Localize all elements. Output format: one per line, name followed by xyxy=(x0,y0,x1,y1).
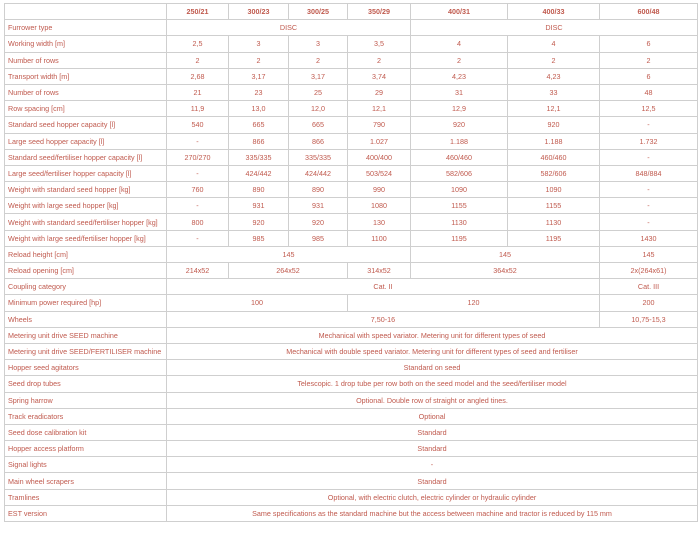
row-label: Metering unit drive SEED machine xyxy=(5,327,167,343)
value-cell: 1.027 xyxy=(348,133,411,149)
row-label: Metering unit drive SEED/FERTILISER machine xyxy=(5,343,167,359)
table-row xyxy=(5,101,698,117)
value-cell: Cat. II xyxy=(167,279,600,295)
value-cell: 1430 xyxy=(600,230,698,246)
value-cell: - xyxy=(167,230,229,246)
value-cell: 12,1 xyxy=(348,101,411,117)
value-cell: 2 xyxy=(411,52,508,68)
value-cell: - xyxy=(600,117,698,133)
value-cell: DISC xyxy=(167,20,411,36)
value-cell: 3 xyxy=(289,36,348,52)
value-cell: 1195 xyxy=(508,230,600,246)
spec-table-body xyxy=(5,20,698,522)
row-label: Reload height [cm] xyxy=(5,246,167,262)
value-cell: 145 xyxy=(600,246,698,262)
value-cell: 540 xyxy=(167,117,229,133)
row-label: Large seed/fertiliser hopper capacity [l] xyxy=(5,165,167,181)
table-row xyxy=(5,343,698,359)
table-row xyxy=(5,165,698,181)
row-label: Main wheel scrapers xyxy=(5,473,167,489)
row-label: Minimum power required [hp] xyxy=(5,295,167,311)
table-row xyxy=(5,441,698,457)
table-row xyxy=(5,408,698,424)
value-cell: 3,17 xyxy=(229,68,289,84)
table-row xyxy=(5,52,698,68)
value-cell: 2 xyxy=(229,52,289,68)
table-row xyxy=(5,246,698,262)
table-row xyxy=(5,263,698,279)
value-cell: 120 xyxy=(348,295,600,311)
value-cell: 29 xyxy=(348,84,411,100)
header-model-400-31: 400/31 xyxy=(411,4,508,20)
value-cell: 920 xyxy=(411,117,508,133)
value-cell: 582/606 xyxy=(411,165,508,181)
value-cell: - xyxy=(167,133,229,149)
value-cell: 3,17 xyxy=(289,68,348,84)
value-cell: 6 xyxy=(600,36,698,52)
value-cell: Mechanical with double speed variator. Metering unit for different types of seed and fertiliser xyxy=(167,343,698,359)
table-row xyxy=(5,68,698,84)
value-cell: 4,23 xyxy=(508,68,600,84)
row-label: Weight with standard seed/fertiliser hopper [kg] xyxy=(5,214,167,230)
value-cell: 3,5 xyxy=(348,36,411,52)
value-cell: - xyxy=(167,457,698,473)
value-cell: 424/442 xyxy=(289,165,348,181)
table-row xyxy=(5,230,698,246)
value-cell: 6 xyxy=(600,68,698,84)
value-cell: 48 xyxy=(600,84,698,100)
table-row xyxy=(5,182,698,198)
value-cell: 1080 xyxy=(348,198,411,214)
row-label: Tramlines xyxy=(5,489,167,505)
row-label: Transport width [m] xyxy=(5,68,167,84)
row-label: Hopper access platform xyxy=(5,441,167,457)
row-label: Weight with large seed hopper [kg] xyxy=(5,198,167,214)
value-cell: 990 xyxy=(348,182,411,198)
row-label: Seed dose calibration kit xyxy=(5,424,167,440)
value-cell: 2 xyxy=(167,52,229,68)
header-cell-blank xyxy=(5,4,167,20)
value-cell: 12,5 xyxy=(600,101,698,117)
value-cell: 866 xyxy=(289,133,348,149)
value-cell: 460/460 xyxy=(411,149,508,165)
row-label: Large seed hopper capacity [l] xyxy=(5,133,167,149)
value-cell: 2,5 xyxy=(167,36,229,52)
value-cell: 985 xyxy=(289,230,348,246)
row-label: Hopper seed agitators xyxy=(5,360,167,376)
value-cell: 4 xyxy=(411,36,508,52)
value-cell: 33 xyxy=(508,84,600,100)
table-row xyxy=(5,505,698,521)
value-cell: 1090 xyxy=(411,182,508,198)
table-row xyxy=(5,295,698,311)
row-label: Wheels xyxy=(5,311,167,327)
value-cell: - xyxy=(600,198,698,214)
value-cell: 12,0 xyxy=(289,101,348,117)
row-label: Spring harrow xyxy=(5,392,167,408)
table-row xyxy=(5,424,698,440)
row-label: Seed drop tubes xyxy=(5,376,167,392)
table-row xyxy=(5,473,698,489)
row-label: Furrower type xyxy=(5,20,167,36)
value-cell: Mechanical with speed variator. Metering unit for different types of seed xyxy=(167,327,698,343)
header-model-400-33: 400/33 xyxy=(508,4,600,20)
value-cell: 335/335 xyxy=(289,149,348,165)
value-cell: 985 xyxy=(229,230,289,246)
spec-table xyxy=(4,3,698,522)
value-cell: 848/884 xyxy=(600,165,698,181)
value-cell: 920 xyxy=(289,214,348,230)
value-cell: 264x52 xyxy=(229,263,348,279)
table-row xyxy=(5,149,698,165)
value-cell: 1100 xyxy=(348,230,411,246)
table-row xyxy=(5,489,698,505)
value-cell: Standard xyxy=(167,441,698,457)
value-cell: 1090 xyxy=(508,182,600,198)
value-cell: 145 xyxy=(167,246,411,262)
value-cell: 2 xyxy=(289,52,348,68)
value-cell: 12,9 xyxy=(411,101,508,117)
value-cell: 1195 xyxy=(411,230,508,246)
table-row xyxy=(5,457,698,473)
value-cell: 582/606 xyxy=(508,165,600,181)
value-cell: 424/442 xyxy=(229,165,289,181)
table-row xyxy=(5,36,698,52)
value-cell: 1155 xyxy=(508,198,600,214)
value-cell: 335/335 xyxy=(229,149,289,165)
row-label: Track eradicators xyxy=(5,408,167,424)
value-cell: 931 xyxy=(229,198,289,214)
value-cell: 21 xyxy=(167,84,229,100)
value-cell: 400/400 xyxy=(348,149,411,165)
table-row xyxy=(5,392,698,408)
row-label: Weight with standard seed hopper [kg] xyxy=(5,182,167,198)
table-row xyxy=(5,279,698,295)
value-cell: 460/460 xyxy=(508,149,600,165)
value-cell: Cat. III xyxy=(600,279,698,295)
value-cell: 866 xyxy=(229,133,289,149)
table-row xyxy=(5,376,698,392)
row-label: Reload opening [cm] xyxy=(5,263,167,279)
header-model-350-29: 350/29 xyxy=(348,4,411,20)
table-row xyxy=(5,133,698,149)
value-cell: 890 xyxy=(289,182,348,198)
value-cell: 12,1 xyxy=(508,101,600,117)
value-cell: Standard on seed xyxy=(167,360,698,376)
value-cell: 314x52 xyxy=(348,263,411,279)
value-cell: - xyxy=(600,182,698,198)
value-cell: 31 xyxy=(411,84,508,100)
value-cell: 270/270 xyxy=(167,149,229,165)
table-row xyxy=(5,117,698,133)
row-label: Number of rows xyxy=(5,52,167,68)
row-label: Coupling category xyxy=(5,279,167,295)
value-cell: 931 xyxy=(289,198,348,214)
value-cell: 23 xyxy=(229,84,289,100)
value-cell: 4,23 xyxy=(411,68,508,84)
value-cell: DISC xyxy=(411,20,698,36)
value-cell: 10,75-15,3 xyxy=(600,311,698,327)
row-label: Weight with large seed/fertiliser hopper [kg] xyxy=(5,230,167,246)
value-cell: 790 xyxy=(348,117,411,133)
row-label: Standard seed/fertiliser hopper capacity [l] xyxy=(5,149,167,165)
value-cell: - xyxy=(600,214,698,230)
value-cell: 4 xyxy=(508,36,600,52)
value-cell: Optional xyxy=(167,408,698,424)
value-cell: 130 xyxy=(348,214,411,230)
value-cell: 2 xyxy=(508,52,600,68)
row-label: Standard seed hopper capacity [l] xyxy=(5,117,167,133)
value-cell: Standard xyxy=(167,424,698,440)
value-cell: 665 xyxy=(229,117,289,133)
value-cell: 2 xyxy=(600,52,698,68)
value-cell: 1130 xyxy=(411,214,508,230)
value-cell: 364x52 xyxy=(411,263,600,279)
value-cell: Telescopic. 1 drop tube per row both on the seed model and the seed/fertiliser model xyxy=(167,376,698,392)
value-cell: 100 xyxy=(167,295,348,311)
value-cell: 920 xyxy=(229,214,289,230)
value-cell: 760 xyxy=(167,182,229,198)
value-cell: Optional, with electric clutch, electric cylinder or hydraulic cylinder xyxy=(167,489,698,505)
header-model-300-25: 300/25 xyxy=(289,4,348,20)
value-cell: 214x52 xyxy=(167,263,229,279)
value-cell: 503/524 xyxy=(348,165,411,181)
value-cell: 800 xyxy=(167,214,229,230)
table-row xyxy=(5,20,698,36)
value-cell: Standard xyxy=(167,473,698,489)
value-cell: 25 xyxy=(289,84,348,100)
table-row xyxy=(5,84,698,100)
value-cell: Optional. Double row of straight or angled tines. xyxy=(167,392,698,408)
value-cell: 1155 xyxy=(411,198,508,214)
value-cell: 11,9 xyxy=(167,101,229,117)
table-row xyxy=(5,327,698,343)
value-cell: - xyxy=(600,149,698,165)
table-row xyxy=(5,360,698,376)
value-cell: 3 xyxy=(229,36,289,52)
header-row xyxy=(5,4,698,20)
value-cell: 200 xyxy=(600,295,698,311)
header-model-300-23: 300/23 xyxy=(229,4,289,20)
value-cell: 13,0 xyxy=(229,101,289,117)
row-label: Signal lights xyxy=(5,457,167,473)
value-cell: Same specifications as the standard machine but the access between machine and tractor is reduced by 115 mm xyxy=(167,505,698,521)
row-label: EST version xyxy=(5,505,167,521)
value-cell: 665 xyxy=(289,117,348,133)
value-cell: 1130 xyxy=(508,214,600,230)
table-row xyxy=(5,311,698,327)
value-cell: 3,74 xyxy=(348,68,411,84)
value-cell: 145 xyxy=(411,246,600,262)
table-row xyxy=(5,198,698,214)
value-cell: 1.188 xyxy=(411,133,508,149)
value-cell: - xyxy=(167,198,229,214)
value-cell: 920 xyxy=(508,117,600,133)
header-model-250-21: 250/21 xyxy=(167,4,229,20)
row-label: Working width [m] xyxy=(5,36,167,52)
value-cell: 2x(264x61) xyxy=(600,263,698,279)
value-cell: 1.188 xyxy=(508,133,600,149)
value-cell: 2 xyxy=(348,52,411,68)
value-cell: 890 xyxy=(229,182,289,198)
value-cell: 2,68 xyxy=(167,68,229,84)
row-label: Row spacing [cm] xyxy=(5,101,167,117)
row-label: Number of rows xyxy=(5,84,167,100)
header-model-600-48: 600/48 xyxy=(600,4,698,20)
value-cell: 1.732 xyxy=(600,133,698,149)
value-cell: - xyxy=(167,165,229,181)
value-cell: 7,50-16 xyxy=(167,311,600,327)
table-row xyxy=(5,214,698,230)
